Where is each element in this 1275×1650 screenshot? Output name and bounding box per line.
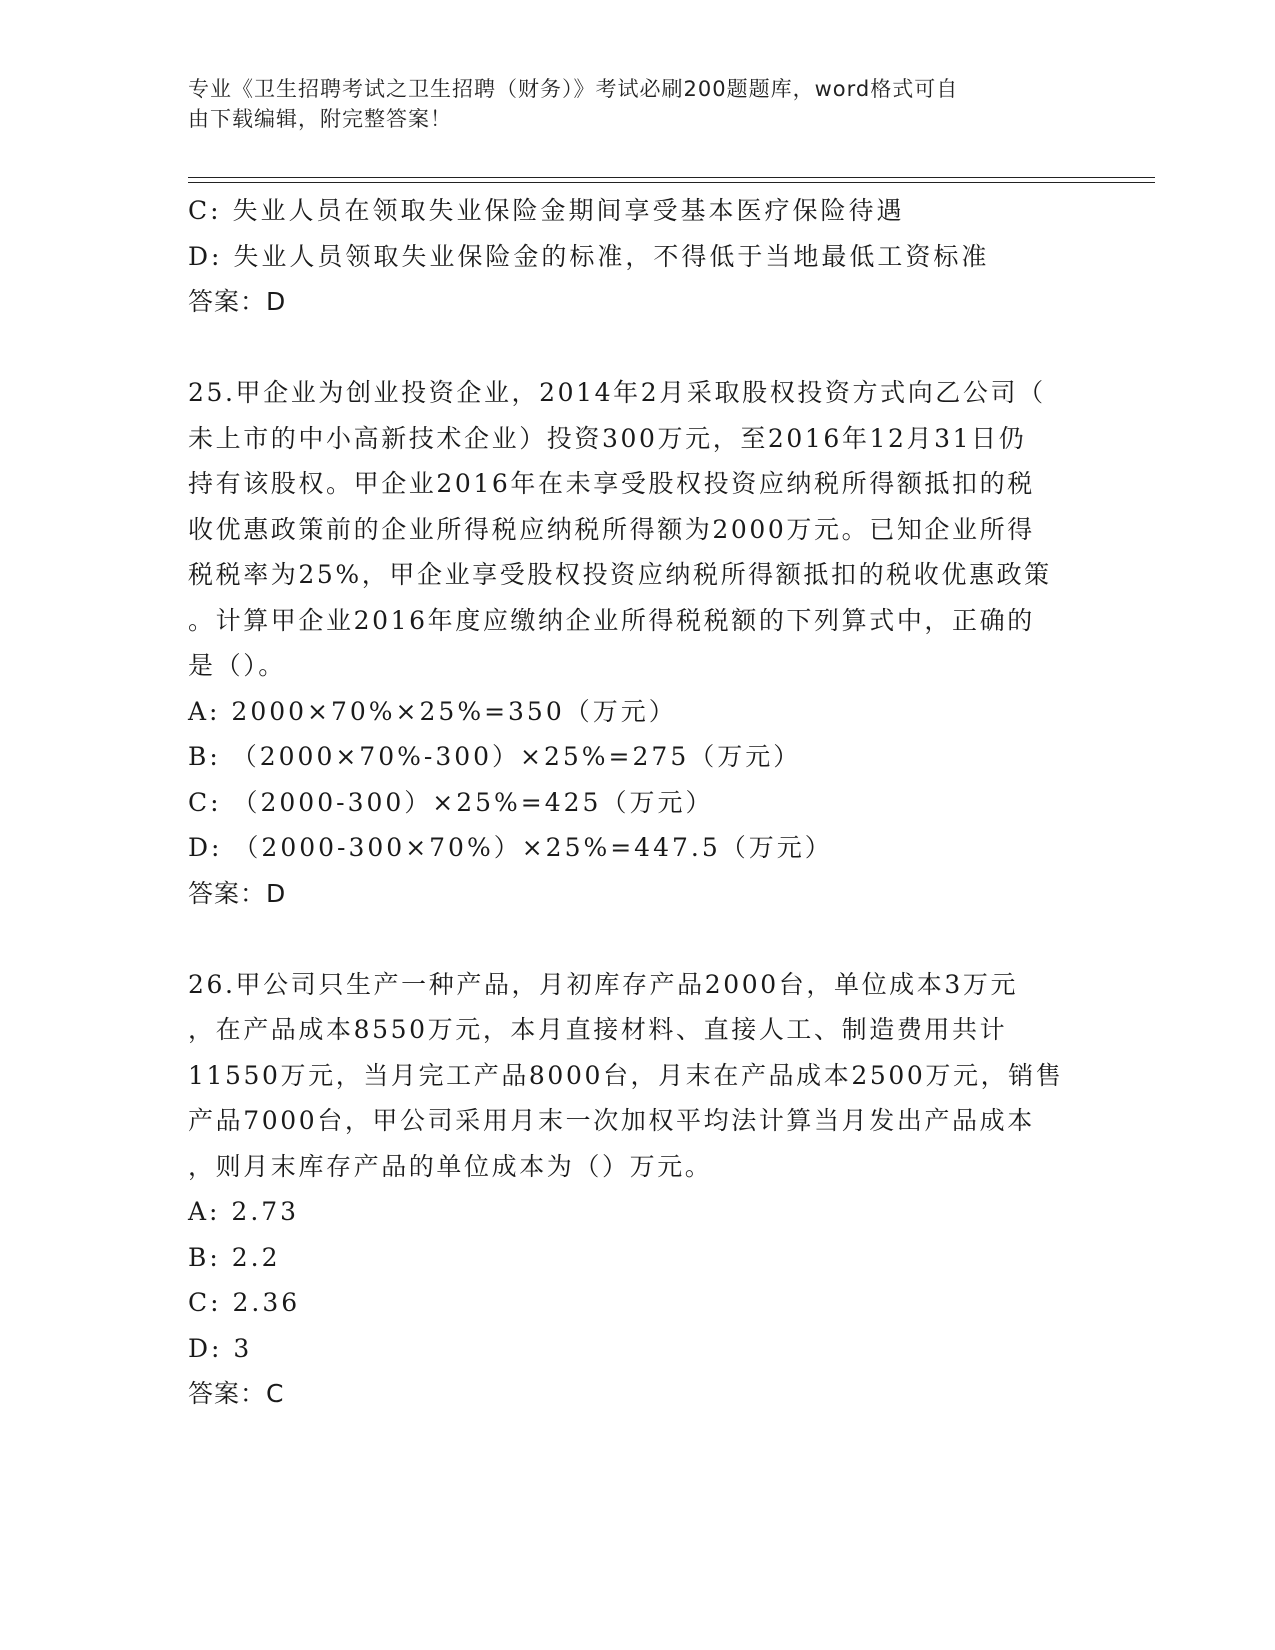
header-divider-top bbox=[188, 177, 1155, 178]
stem-line: 未上市的中小高新技术企业）投资300万元，至2016年12月31日仍 bbox=[188, 423, 1027, 453]
option-b: B: 2.2 bbox=[188, 1242, 281, 1272]
option-b: B: （2000×70%-300）×25%=275（万元） bbox=[188, 742, 802, 771]
question-26 bbox=[188, 962, 1088, 1417]
header-divider-bottom bbox=[188, 182, 1155, 183]
question-25 bbox=[188, 370, 1088, 916]
option-d: D: 失业人员领取失业保险金的标准，不得低于当地最低工资标准 bbox=[188, 241, 990, 271]
stem-line: 持有该股权。甲企业2016年在未享受股权投资应纳税所得额抵扣的税 bbox=[188, 469, 1035, 498]
stem-line: 是（）。 bbox=[188, 651, 286, 680]
option-a: A: 2.73 bbox=[188, 1197, 300, 1226]
option-c: C: 失业人员在领取失业保险金期间享受基本医疗保险待遇 bbox=[188, 196, 905, 225]
answer-line: 答案：D bbox=[188, 878, 287, 908]
answer-line: 答案：C bbox=[188, 1379, 285, 1408]
stem-line: 产品7000台，甲公司采用月末一次加权平均法计算当月发出产品成本 bbox=[188, 1106, 1035, 1135]
previous-question bbox=[188, 188, 1088, 325]
spacer bbox=[188, 916, 1088, 962]
option-c: C: （2000-300）×25%=425（万元） bbox=[188, 787, 714, 817]
option-a: A: 2000×70%×25%=350（万元） bbox=[188, 696, 677, 726]
option-c: C: 2.36 bbox=[188, 1288, 301, 1317]
stem-line: 税税率为25%，甲企业享受股权投资应纳税所得额抵扣的税收优惠政策 bbox=[188, 560, 1052, 589]
spacer bbox=[188, 325, 1088, 371]
question-stem bbox=[188, 370, 1088, 689]
option-d: D: （2000-300×70%）×25%=447.5（万元） bbox=[188, 833, 833, 862]
stem-line: 收优惠政策前的企业所得税应纳税所得额为2000万元。已知企业所得 bbox=[188, 514, 1035, 544]
stem-line: 25.甲企业为创业投资企业，2014年2月采取股权投资方式向乙公司（ bbox=[188, 378, 1046, 407]
stem-line: ，则月末库存产品的单位成本为（）万元。 bbox=[188, 1151, 713, 1181]
stem-line: ，在产品成本8550万元，本月直接材料、直接人工、制造费用共计 bbox=[188, 1015, 1008, 1044]
option-d: D: 3 bbox=[188, 1333, 253, 1363]
header-line-2: 由下载编辑，附完整答案！ bbox=[188, 107, 452, 131]
answer-line: 答案：D bbox=[188, 287, 287, 316]
question-stem bbox=[188, 962, 1088, 1190]
stem-line: 26.甲公司只生产一种产品，月初库存产品2000台，单位成本3万元 bbox=[188, 969, 1019, 999]
document-body bbox=[188, 188, 1088, 1417]
stem-line: 。计算甲企业2016年度应缴纳企业所得税税额的下列算式中，正确的 bbox=[188, 605, 1035, 635]
stem-line: 11550万元，当月完工产品8000台，月末在产品成本2500万元，销售 bbox=[188, 1060, 1064, 1090]
header-line-1: 专业《卫生招聘考试之卫生招聘（财务）》考试必刷200题题库，word格式可自 bbox=[188, 77, 959, 101]
document-header bbox=[188, 74, 1088, 134]
